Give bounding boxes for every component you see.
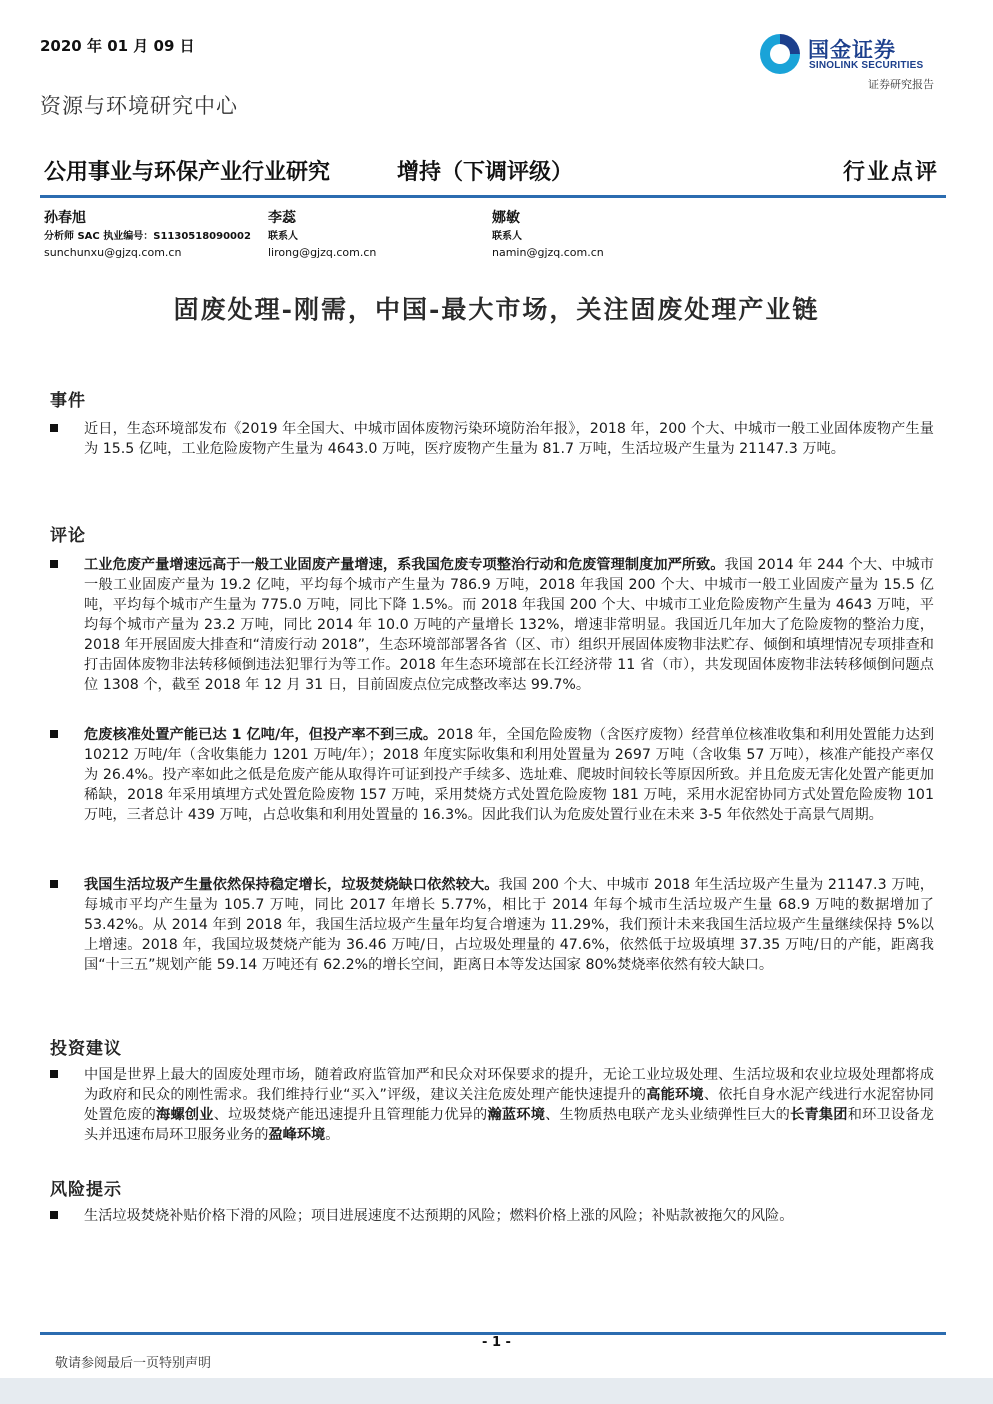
rating-label: 增持（下调评级） [397,160,574,185]
paragraph-body: 中国是世界上最大的固废处理市场，随着政府监管加严和民众对环保要求的提升，无论工业垃圾处理、生活垃圾和农业垃圾处理都将成为政府和民众的刚性需求。我们维持行业“买入”评级，建议关注危废处理产能快速提升的 [84,1067,934,1103]
author-role: 联系人 [268,231,298,242]
paragraph-lead: 我国生活垃圾产生量依然保持稳定增长，垃圾焚烧缺口依然较大。 [84,877,499,893]
bullet-icon [50,424,58,432]
author-block [268,210,376,261]
author-email[interactable]: namin@gjzq.com.cn [492,246,604,259]
section-heading-comment: 评论 [50,526,86,546]
bullet-icon [50,560,58,568]
paragraph-body: 、依托自身水泥产线进行水泥窑协同处置危废的 [84,1087,934,1123]
report-type: 行业点评 [842,159,939,185]
risk-paragraph [50,1206,934,1226]
paragraph-lead: 危废核准处置产能已达 1 亿吨/年，但投产率不到三成。 [84,727,438,743]
page-number: - 1 - [482,1335,511,1350]
report-date: 2020 年 01 月 09 日 [40,37,195,55]
company-name: 瀚蓝环境 [487,1107,546,1123]
paragraph-body: 2018 年，全国危险废物（含医疗废物）经营单位核准收集和利用处置能力达到 10212 万吨/年（含收集能力 1201 万吨/年）；2018 年度实际收集和利用处置量为 2697 万吨（含收集 57 万吨），核准产能投产率仅为 26.4%。投产率如此之低是危废产能从取得许可证到投产手续多、选址难、爬坡时间较长等原因所致。并且危废无害化处置产能更加稀缺，2018 年采用填埋方式处置危险废物 157 万吨，采用焚烧方式处置危险废物 181 万吨，采用水泥窑协同方式处置危险废物 101 万吨，三者总计 439 万吨，占总收集和利用处置量的 16.3%。因此我们认为危废处置行业在未来 3-5 年依然处于高景气周期。 [84,727,935,823]
paragraph-body: 我国 2014 年 244 个大、中城市一般工业固废产量为 19.2 亿吨，平均每个城市产生量为 786.9 万吨，2018 年我国 200 个大、中城市一般工业固废产量为 15.5 亿吨，平均每个城市产生量为 775.0 万吨，同比下降 1.5%。而 2018 年我国 200 个大、中城市工业危险废物产生量为 4643 万吨，平均每个城市产量为 23.2 万吨，同比 2014 年 10.0 万吨的产量增长 132%，增速非常明显。我国近几年加大了危险废物的整治力度，2018 年开展固废大排查和“清废行动 2018”，生态环境部部署各省（区、市）组织开展固体废物非法贮存、倾倒和填埋情况专项排查和打击固体废物非法转移倾倒违法犯罪行为等工作。2018 年生态环境部在长江经济带 11 省（市），共发现固体废物非法转移倾倒问题点位 1308 个，截至 2018 年 12 月 31 日，目前固废点位完成整改率达 99.7%。 [84,557,934,693]
paragraph-body: 、生物质热电联产龙头业绩弹性巨大的 [545,1107,791,1123]
bullet-icon [50,1211,58,1219]
paragraph-body: 和环卫设备龙头并迅速布局环卫服务业务的 [84,1107,934,1143]
author-role: 分析师 SAC 执业编号：S1130518090002 [44,231,251,242]
disclaimer-note: 敬请参阅最后一页特别声明 [55,1356,212,1371]
bullet-icon [50,1070,58,1078]
sinolink-logo-icon [758,32,802,76]
author-email[interactable]: sunchunxu@gjzq.com.cn [44,246,182,259]
author-name: 李蕊 [268,210,296,226]
paragraph-text [84,725,934,825]
company-name: 长青集团 [790,1107,848,1123]
section-heading-event: 事件 [50,391,86,411]
paragraph-text [84,1065,934,1145]
company-name: 盈峰环境 [268,1127,326,1143]
company-name: 高能环境 [646,1087,704,1103]
paragraph-body: 、垃圾焚烧产能迅速提升且管理能力优异的 [213,1107,488,1123]
bottom-band [0,1378,993,1404]
author-block [492,210,604,261]
logo-chinese-name: 国金证券 [808,38,896,62]
company-name: 海螺创业 [156,1107,214,1123]
bullet-icon [50,880,58,888]
report-title: 固废处理-刚需，中国-最大市场，关注固废处理产业链 [173,295,820,324]
paragraph-text: 生活垃圾焚烧补贴价格下滑的风险；项目进展速度不达预期的风险；燃料价格上涨的风险；补贴款被拖欠的风险。 [84,1208,794,1224]
section-heading-risk: 风险提示 [50,1180,122,1200]
author-name: 娜敏 [492,210,520,226]
paragraph-text: 近日，生态环境部发布《2019 年全国大、中城市固体废物污染环境防治年报》，2018 年，200 个大、中城市一般工业固体废物产生量为 15.5 亿吨，工业危险废物产生量为 4643.0 万吨，医疗废物产生量为 81.7 万吨，生活垃圾产生量为 21147.3 万吨。 [84,421,934,457]
paragraph-lead: 工业危废产量增速远高于一般工业固废产量增速，系我国危废专项整治行动和危废管理制度加严所致。 [84,557,725,573]
comment-paragraph [50,555,934,695]
header-divider [40,195,946,198]
invest-paragraph [50,1065,934,1145]
industry-title: 公用事业与环保产业行业研究 [44,160,331,185]
logo-english-name: SINOLINK SECURITIES [809,60,924,71]
company-logo [758,30,948,94]
paragraph-body: 。 [325,1127,340,1143]
research-center: 资源与环境研究中心 [40,94,238,118]
event-paragraph [50,419,934,459]
bullet-icon [50,730,58,738]
paragraph-body: 我国 200 个大、中城市 2018 年生活垃圾产生量为 21147.3 万吨，每城市平均产生量为 105.7 万吨，同比 2017 年增长 5.77%，相比于 2014 年每个城市生活垃圾产生量 68.9 万吨的数据增加了 53.42%。从 2014 年到 2018 年，我国生活垃圾产生量年均复合增速为 11.29%，我们预计未来我国生活垃圾产生量继续保持 5%以上增速。2018 年，我国垃圾焚烧产能为 36.46 万吨/日，占垃圾处理量的 47.6%，依然低于垃圾填埋 37.35 万吨/日的产能，距离我国“十三五”规划产能 59.14 万吨还有 62.2%的增长空间，距离日本等发达国家 80%焚烧率依然有较大缺口。 [84,877,934,973]
comment-paragraph [50,875,934,975]
section-heading-invest: 投资建议 [50,1039,122,1059]
author-name: 孙春旭 [44,210,86,226]
author-role: 联系人 [492,231,522,242]
comment-paragraph [50,725,934,825]
title-bar [44,155,939,187]
paragraph-text [84,875,934,975]
author-email[interactable]: lirong@gjzq.com.cn [268,246,377,259]
logo-subtitle: 证券研究报告 [868,78,934,91]
author-block [44,210,251,261]
paragraph-text [84,555,934,695]
